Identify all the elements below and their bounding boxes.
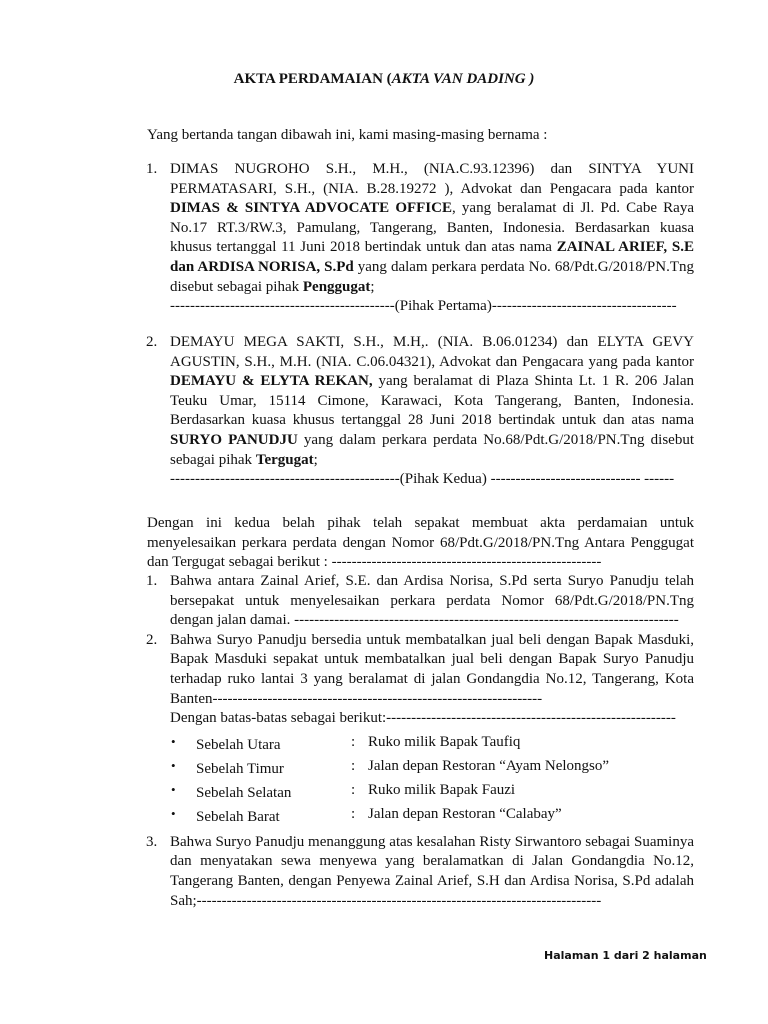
border-row	[170, 805, 694, 829]
agreement-point-2	[146, 631, 694, 829]
page-footer: Halaman 1 dari 2 halaman	[544, 949, 707, 962]
party-office: DIMAS & SINTYA ADVOCATE OFFICE	[170, 200, 452, 217]
border-row	[170, 781, 694, 805]
bullet-icon: •	[171, 781, 176, 797]
party-separator: ---------------------------------------------(Pihak Pertama)-------------------------------------	[170, 298, 677, 315]
bullet-icon: •	[171, 805, 176, 821]
party-clients: ZAINAL ARIEF, S.E dan ARDISA NORISA, S.Pd	[170, 239, 694, 275]
intro-line: Yang bertanda tangan dibawah ini, kami masing-masing bernama :	[147, 127, 548, 143]
party-text: yang dalam perkara perdata No.68/Pdt.G/2018/PN.Tng disebut sebagai pihak	[170, 431, 694, 468]
party-clients: SURYO PANUDJU	[170, 431, 298, 448]
point-text: Bahwa antara Zainal Arief, S.E. dan Ardisa Norisa, S.Pd serta Suryo Panudju telah bersepakat untuk menyelesaikan perkara perdata Nomor 68/Pdt.G/2018/PN.Tng dengan jalan damai. -----------------------------------------------------------------------------	[170, 573, 694, 629]
bullet-icon: •	[171, 733, 176, 749]
agreement-point-3	[146, 833, 694, 911]
party-role: Tergugat	[255, 451, 314, 468]
border-value: Jalan depan Restoran “Ayam Nelongso”	[368, 757, 610, 774]
party-list-2	[146, 333, 694, 490]
border-colon: :	[351, 757, 356, 774]
party-separator: ----------------------------------------------(Pihak Kedua) ------------------------------ ------	[170, 471, 675, 488]
border-row	[170, 757, 694, 781]
party-role: Penggugat	[302, 278, 371, 295]
borders-intro: Dengan batas-batas sebagai berikut:----------------------------------------------------------	[170, 710, 676, 727]
party-text: yang dalam perkara perdata No. 68/Pdt.G/2018/PN.Tng disebut sebagai pihak	[170, 258, 695, 295]
list-number: 1.	[146, 161, 158, 177]
title-main: AKTA PERDAMAIAN (	[233, 71, 392, 87]
borders-list	[170, 733, 694, 829]
border-value: Jalan depan Restoran “Calabay”	[368, 805, 562, 822]
list-number: 3.	[146, 833, 158, 850]
party-text: ;	[313, 451, 318, 468]
bullet-icon: •	[171, 757, 176, 773]
point-text: Bahwa Suryo Panudju bersedia untuk membatalkan jual beli dengan Bapak Masduki, Bapak Masduki sepakat untuk membatalkan jual beli dengan Bapak Suryo Panudju terhadap ruko lantai 3 yang beralamat di jalan Gondangdia No.12, Tangerang, Kota Banten------------------------------------------------------------------	[170, 631, 694, 707]
party-office: DEMAYU & ELYTA REKAN,	[170, 373, 373, 390]
party-first	[146, 160, 694, 317]
point-text: Bahwa Suryo Panudju menanggung atas kesalahan Risty Sirwantoro sebagai Suaminya dan menyatakan sewa menyewa yang beralamatkan di Jalan Gondangdia No.12, Tangerang Banten, dengan Penyewa Zainal Arief, S.H dan Ardisa Norisa, S.Pd adalah Sah;---------------------------------------------------------------------------------	[170, 833, 694, 909]
party-text: yang beralamat di Plaza Shinta Lt. 1 R. 206 Jalan Teuku Umar, 15114 Cimone, Karawaci, Kota Tangerang, Banten, Indonesia. Berdasarkan kuasa khusus tertanggal 28 Juni 2018 bertindak untuk dan atas nama	[170, 373, 694, 429]
title-italic: AKTA VAN DADING )	[391, 71, 535, 87]
border-colon: :	[351, 805, 356, 822]
agreement-point-1	[146, 572, 694, 631]
border-colon: :	[351, 733, 356, 750]
list-number: 2.	[146, 631, 158, 648]
list-number: 1.	[146, 573, 158, 589]
border-value: Ruko milik Bapak Fauzi	[368, 781, 516, 798]
border-label: Sebelah Utara	[196, 736, 281, 753]
border-label: Sebelah Selatan	[196, 784, 292, 801]
party-text: ;	[370, 278, 375, 295]
agreement-lead: Dengan ini kedua belah pihak telah sepakat membuat akta perdamaian untuk menyelesaikan perkara perdata dengan Nomor 68/Pdt.G/2018/PN.Tng Antara Penggugat dan Tergugat sebagai berikut : ------------------------------------------------------	[147, 515, 694, 571]
border-label: Sebelah Timur	[196, 760, 284, 777]
list-number: 2.	[146, 334, 158, 350]
party-text: DEMAYU MEGA SAKTI, S.H., M.H,. (NIA. B.06.01234) dan ELYTA GEVY AGUSTIN, S.H., M.H. (NIA. C.06.04321), Advokat dan Pengacara yang pada kantor	[170, 334, 694, 370]
border-row	[170, 733, 694, 757]
party-list-1	[146, 160, 694, 317]
border-colon: :	[351, 781, 356, 798]
border-label: Sebelah Barat	[196, 808, 280, 825]
party-second	[146, 333, 694, 490]
agreement-points	[146, 572, 694, 911]
document-title	[0, 70, 768, 90]
party-text: DIMAS NUGROHO S.H., M.H., (NIA.C.93.12396) dan SINTYA YUNI PERMATASARI, S.H., (NIA. B.28.19272 ), Advokat dan Pengacara pada kantor	[170, 161, 694, 197]
party-text: , yang beralamat di Jl. Pd. Cabe Raya No.17 RT.3/RW.3, Pamulang, Tangerang, Banten, Indonesia. Berdasarkan kuasa khusus tertanggal 11 Juni 2018 bertindak untuk dan atas nama	[170, 200, 694, 256]
border-value: Ruko milik Bapak Taufiq	[368, 733, 521, 750]
